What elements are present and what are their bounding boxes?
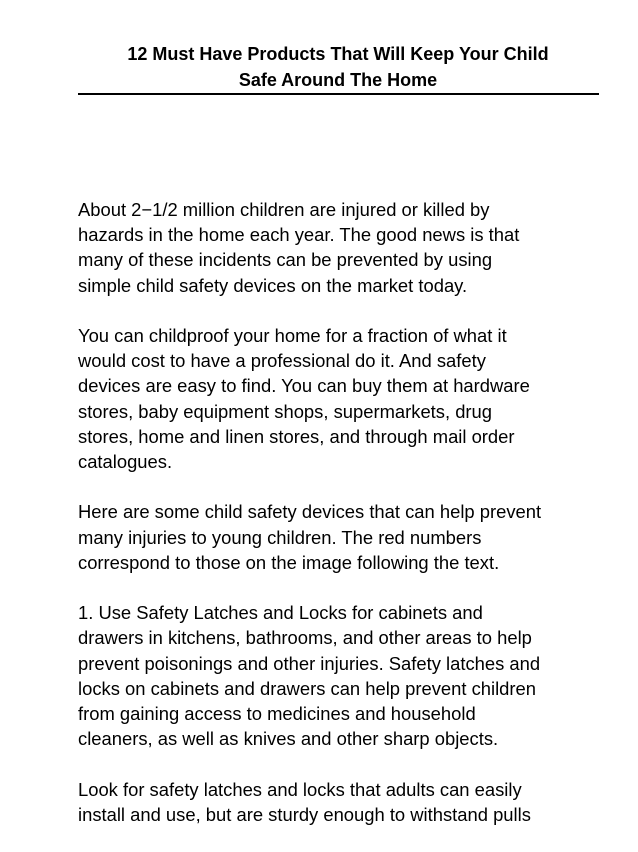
- paragraph-line: prevent poisonings and other injuries. Safety latches and: [78, 652, 541, 674]
- paragraph-childproof: [78, 323, 608, 474]
- paragraph-line: many injuries to young children. The red numbers: [78, 526, 482, 548]
- paragraph-line: many of these incidents can be prevented by using: [78, 249, 493, 271]
- paragraph-line: would cost to have a professional do it. And safety: [78, 350, 486, 372]
- title-line-1: 12 Must Have Products That Will Keep Your Child: [127, 44, 549, 64]
- paragraph-line: You can childproof your home for a fraction of what it: [78, 325, 507, 346]
- paragraph-line: Look for safety latches and locks that adults can easily: [78, 778, 522, 800]
- document-body: [78, 197, 608, 852]
- paragraph-line: locks on cabinets and drawers can help prevent children: [78, 677, 536, 699]
- paragraph-line: stores, home and linen stores, and through mail order: [78, 425, 515, 447]
- paragraph-line: simple child safety devices on the market today.: [78, 274, 468, 296]
- document-title: [78, 41, 598, 93]
- paragraph-line: hazards in the home each year. The good news is that: [78, 224, 520, 246]
- title-line-2: Safe Around The Home: [238, 70, 438, 90]
- paragraph-item-1: [78, 600, 608, 751]
- paragraph-line: 1. Use Safety Latches and Locks for cabinets and: [78, 602, 483, 624]
- paragraph-line: About 2−1/2 million children are injured or killed by: [78, 199, 490, 220]
- paragraph-line: drawers in kitchens, bathrooms, and other areas to help: [78, 627, 532, 649]
- paragraph-line: devices are easy to find. You can buy them at hardware: [78, 375, 530, 397]
- paragraph-line: install and use, but are sturdy enough to withstand pulls: [78, 803, 531, 825]
- paragraph-intro: [78, 197, 608, 298]
- paragraph-line: catalogues.: [78, 451, 173, 473]
- paragraph-line: cleaners, as well as knives and other sharp objects.: [78, 728, 499, 750]
- paragraph-line: correspond to those on the image following the text.: [78, 551, 500, 573]
- paragraph-line: from gaining access to medicines and household: [78, 703, 476, 725]
- title-divider: [78, 93, 599, 95]
- paragraph-line: stores, baby equipment shops, supermarkets, drug: [78, 400, 493, 422]
- paragraph-line: Here are some child safety devices that can help prevent: [78, 501, 542, 523]
- paragraph-latches: [78, 777, 608, 827]
- paragraph-devices: [78, 499, 608, 575]
